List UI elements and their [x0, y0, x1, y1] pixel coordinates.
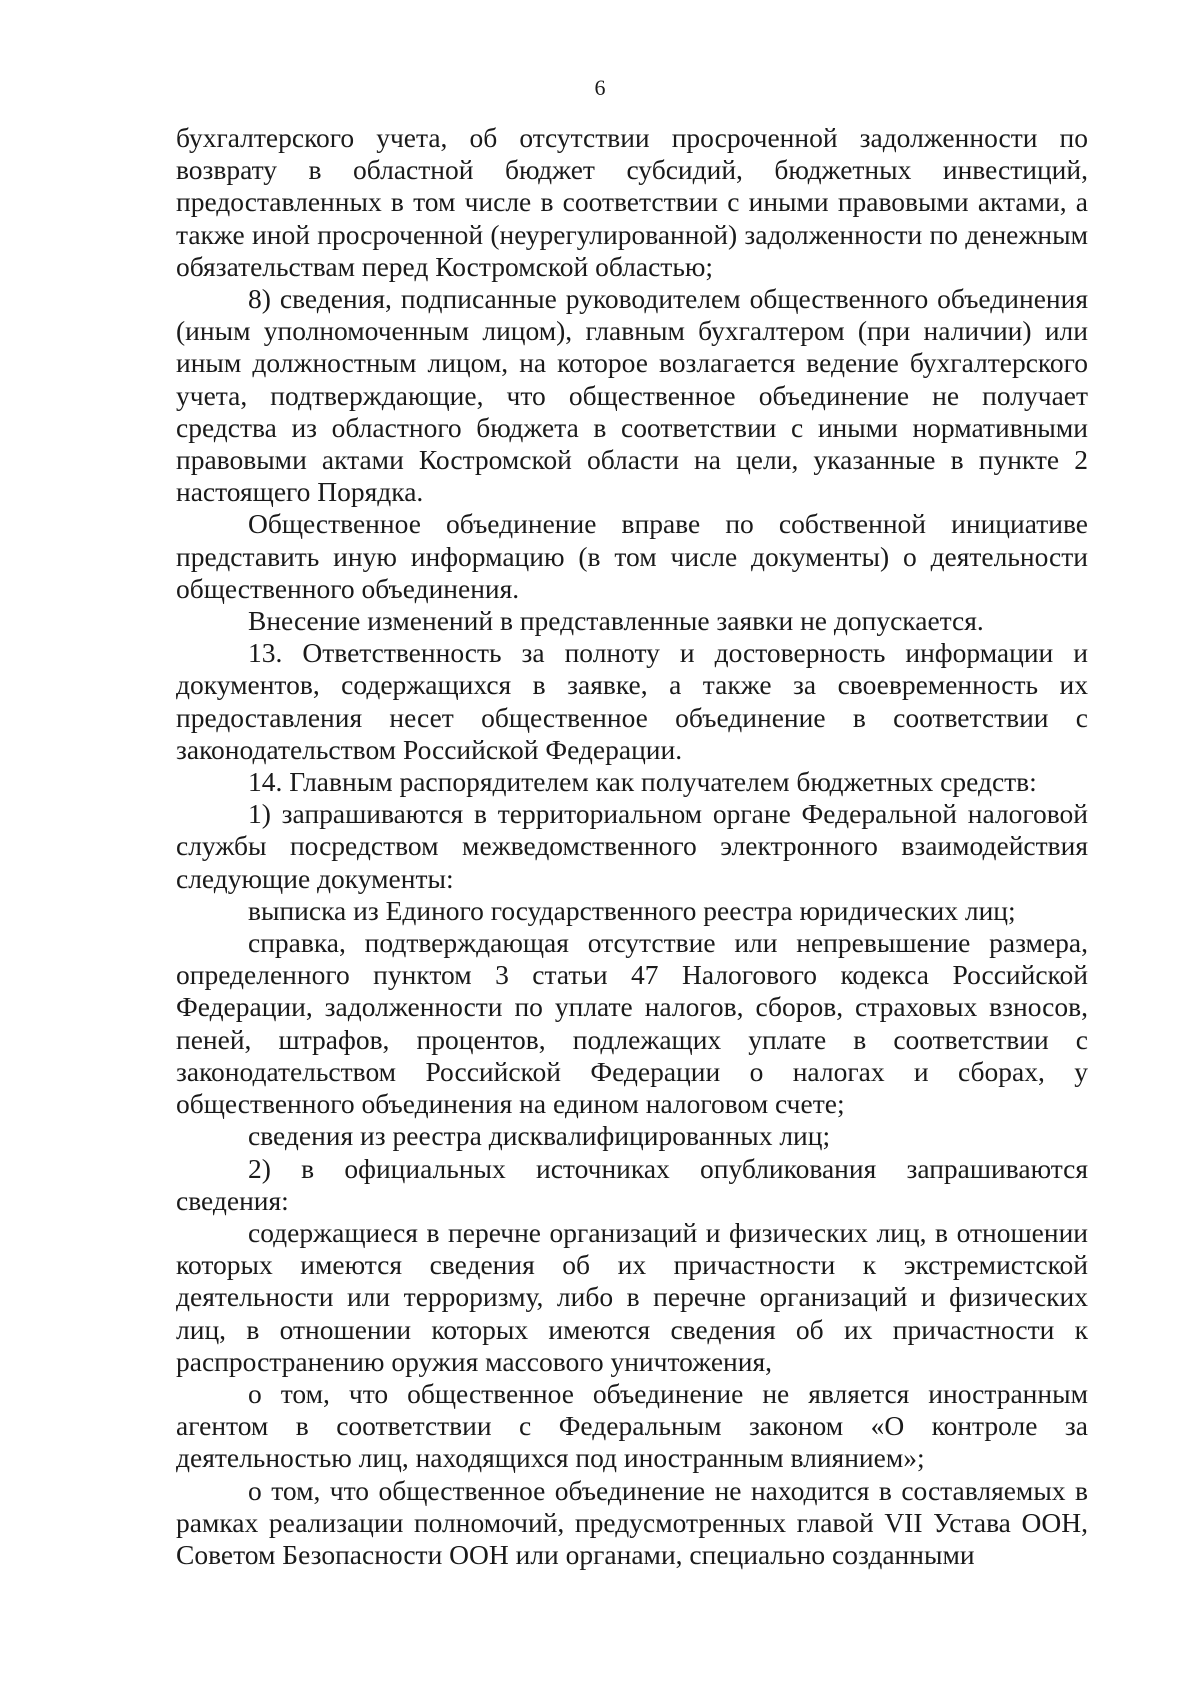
paragraph: о том, что общественное объединение не является иностранным агентом в соответствии с Федеральным законом «О контроле за деятельностью лиц, находящихся под иностранным влиянием»; [176, 1377, 1088, 1474]
paragraph: 8) сведения, подписанные руководителем общественного объединения (иным уполномоченным лицом), главным бухгалтером (при наличии) или иным должностным лицом, на которое возлагается ведение бухгалтерского учета, подтверждающие, что общественное объединение не получает средства из областного бюджета в соответствии с иными нормативными правовыми актами Костромской области на цели, указанные в пункте 2 настоящего Порядка. [176, 283, 1088, 508]
paragraph: выписка из Единого государственного реестра юридических лиц; [248, 894, 1016, 926]
paragraph: сведения из реестра дисквалифицированных лиц; [248, 1120, 831, 1152]
paragraph: 1) запрашиваются в территориальном органе Федеральной налоговой службы посредством межведомственного электронного взаимодействия следующие документы: [176, 798, 1088, 894]
paragraph: Общественное объединение вправе по собственной инициативе представить иную информацию (в том числе документы) о деятельности общественного объединения. [176, 508, 1088, 604]
document-body [176, 122, 1088, 1571]
paragraph: 13. Ответственность за полноту и достоверность информации и документов, содержащихся в заявке, а также за своевременность их предоставления несет общественное объединение в соответствии с законодательством Российской Федерации. [176, 637, 1088, 765]
paragraph: 14. Главным распорядителем как получателем бюджетных средств: [248, 766, 1037, 798]
paragraph: бухгалтерского учета, об отсутствии просроченной задолженности по возврату в областной бюджет субсидий, бюджетных инвестиций, предоставленных в том числе в соответствии с иными правовыми актами, а также иной просроченной (неурегулированной) задолженности по денежным обязательствам перед Костромской областью; [176, 122, 1088, 282]
paragraph: 2) в официальных источниках опубликования запрашиваются сведения: [176, 1152, 1088, 1216]
paragraph: о том, что общественное объединение не находится в составляемых в рамках реализации полномочий, предусмотренных главой VII Устава ООН, Советом Безопасности ООН или органами, специально созданными [176, 1474, 1088, 1570]
paragraph: справка, подтверждающая отсутствие или непревышение размера, определенного пунктом 3 статьи 47 Налогового кодекса Российской Федерации, задолженности по уплате налогов, сборов, страховых взносов, пеней, штрафов, процентов, подлежащих уплате в соответствии с законодательством Российской Федерации о налогах и сборах, у общественного объединения на едином налоговом счете; [176, 927, 1088, 1120]
paragraph: содержащиеся в перечне организаций и физических лиц, в отношении которых имеются сведения об их причастности к экстремистской деятельности или терроризму, либо в перечне организаций и физических лиц, в отношении которых имеются сведения об их причастности к распространению оружия массового уничтожения, [176, 1216, 1088, 1377]
paragraph: Внесение изменений в представленные заявки не допускается. [248, 605, 984, 637]
page-number: 6 [594, 75, 606, 100]
